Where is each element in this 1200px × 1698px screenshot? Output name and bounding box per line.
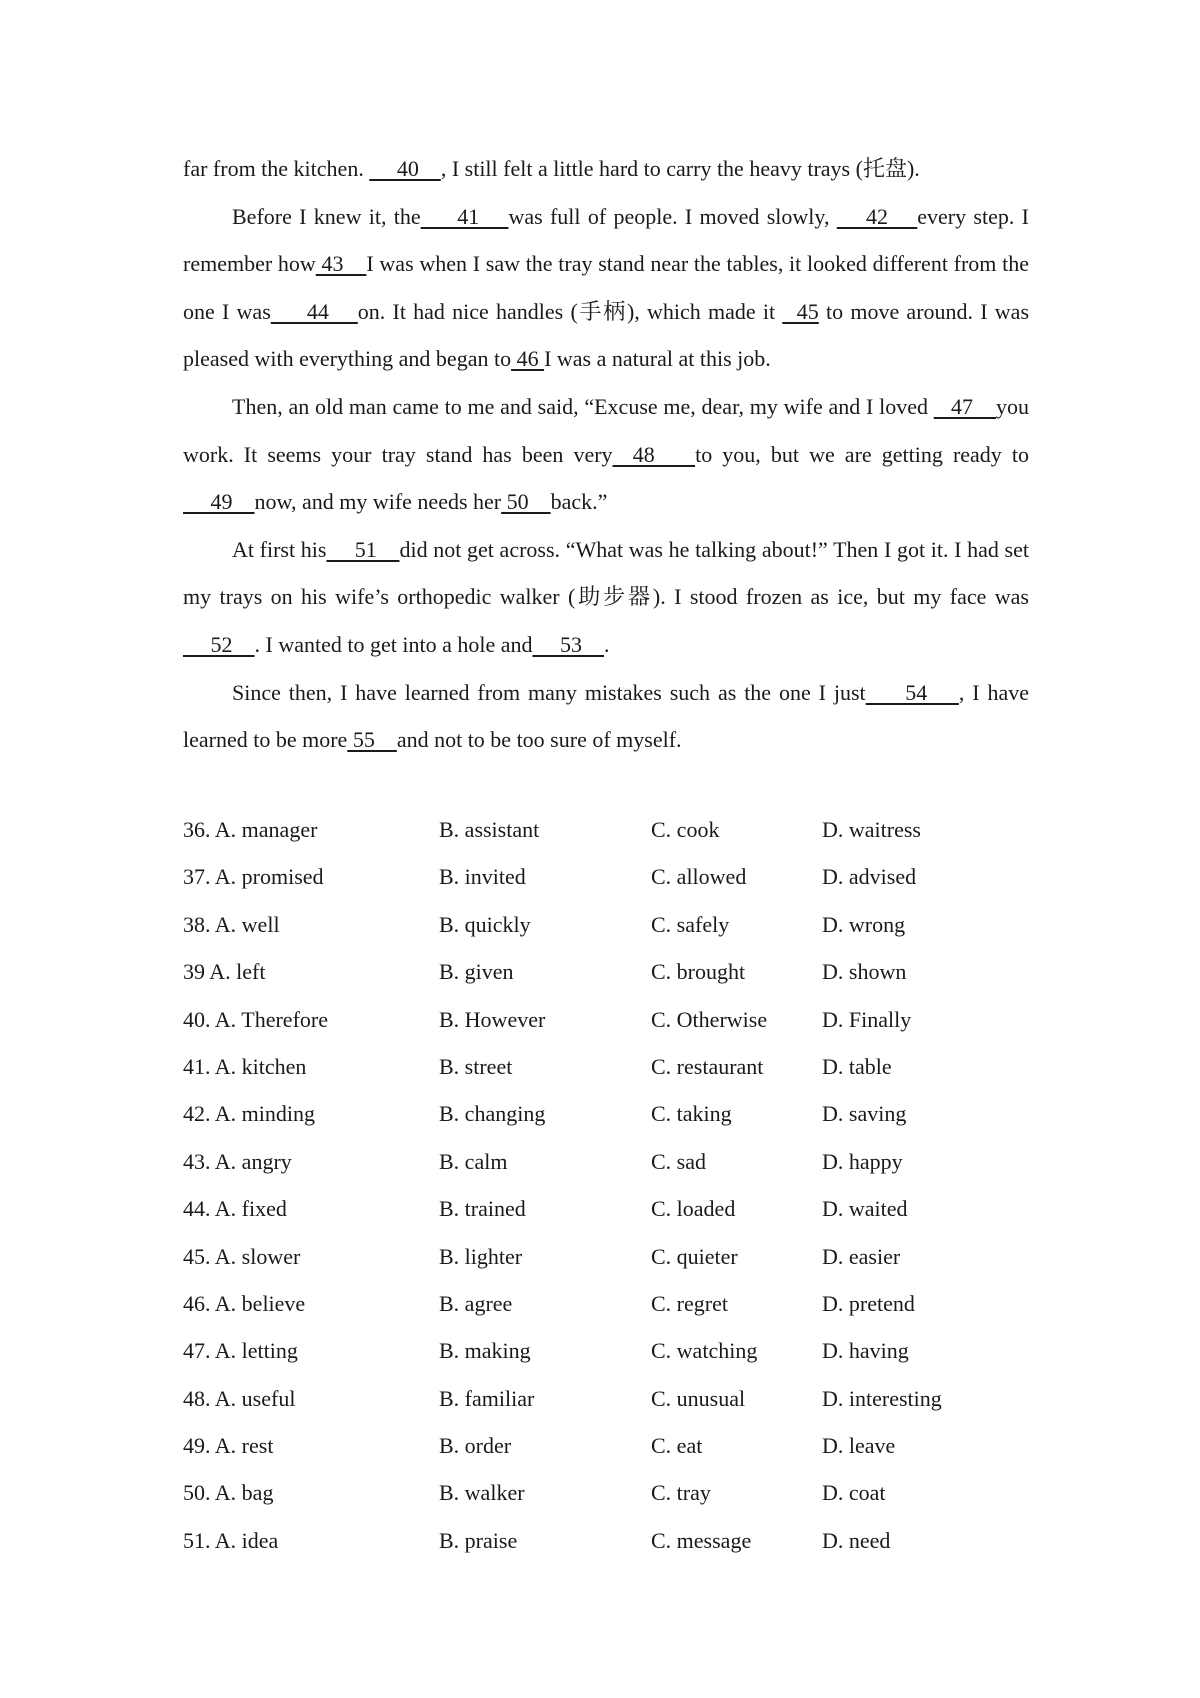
question-36-options [183,806,1029,853]
cloze-passage [183,145,1029,764]
text: and not to be too sure of myself. [396,727,682,753]
option-c: C. unusual [651,1385,746,1411]
option-c: C. quieter [651,1243,738,1269]
option-b: B. quickly [439,911,531,937]
text: I was when I saw the tray stand near the tables, it looked different from the one I was [183,251,1029,324]
option-d: D. saving [822,1101,907,1127]
question-46-options [183,1280,1029,1327]
blank-43: 43 [315,251,367,277]
question-47-options [183,1327,1029,1374]
option-c: C. safely [651,911,730,937]
option-d: D. wrong [822,911,906,937]
option-b: B. walker [439,1480,525,1506]
text: . [603,631,610,657]
text: to you, but we are getting ready to [695,441,1029,467]
text: Then, an old man came to me and said, “Excuse me, dear, my wife and I loved [232,393,934,419]
blank-45: 45 [782,298,819,324]
blank-50: 50 [501,489,551,515]
text: At first his [232,536,327,562]
question-43-options [183,1138,1029,1185]
option-a: 46. A. believe [183,1290,306,1316]
paragraph-1 [183,145,1029,193]
option-a: 36. A. manager [183,817,318,842]
text: I was a natural at this job. [544,346,771,372]
option-a: 45. A. slower [183,1243,301,1269]
option-c: C. watching [651,1338,758,1364]
option-a: 42. A. minding [183,1101,316,1127]
paragraph-5 [183,669,1029,764]
option-a: 50. A. bag [183,1480,274,1506]
option-d: D. waited [822,1196,908,1222]
text: Before I knew it, the [232,203,421,229]
option-b: B. changing [439,1101,546,1127]
option-d: D. interesting [822,1385,942,1411]
option-c: C. message [651,1527,752,1553]
option-b: B. familiar [439,1385,535,1411]
option-c: C. brought [651,959,746,985]
option-c: C. taking [651,1101,732,1127]
text: was full of people. I moved slowly, [508,203,837,229]
option-c: C. sad [651,1148,706,1174]
option-a: 44. A. fixed [183,1196,287,1222]
option-d: D. pretend [822,1290,915,1316]
question-37-options [183,853,1029,900]
option-d: D. coat [822,1480,886,1506]
text: . I wanted to get into a hole and [254,631,533,657]
blank-55: 55 [347,727,397,753]
option-c: C. restaurant [651,1053,764,1079]
text: to move around. I was pleased with everything and began to [183,298,1030,372]
answer-options [183,806,1029,1564]
option-b: B. order [439,1433,512,1459]
blank-49: 49 [183,489,255,515]
question-40-options [183,996,1029,1043]
option-c: C. cook [651,817,720,842]
option-d: D. Finally [822,1006,912,1032]
option-b: B. However [439,1006,546,1032]
option-b: B. making [439,1338,531,1364]
question-45-options [183,1233,1029,1280]
blank-52: 52 [183,631,255,657]
option-b: B. trained [439,1196,526,1222]
option-d: D. easier [822,1243,901,1269]
option-d: D. leave [822,1433,896,1459]
option-b: B. invited [439,864,526,890]
option-b: B. street [439,1053,513,1079]
option-c: C. allowed [651,864,747,890]
option-c: C. eat [651,1433,703,1459]
question-50-options [183,1469,1029,1516]
blank-41: 41 [420,203,509,229]
text: far from the kitchen. [183,156,370,181]
option-d: D. waitress [822,817,921,842]
blank-40: 40 [369,156,441,181]
blank-46: 46 [511,346,545,372]
option-a: 48. A. useful [183,1385,296,1411]
option-d: D. happy [822,1148,903,1174]
option-b: B. given [439,959,514,985]
paragraph-3 [183,383,1029,526]
option-a: 37. A. promised [183,864,324,890]
option-b: B. assistant [439,817,540,842]
option-a: 49. A. rest [183,1433,274,1459]
option-c: C. regret [651,1290,728,1316]
option-a: 39 A. left [183,959,266,985]
paragraph-2 [183,193,1029,383]
option-a: 38. A. well [183,911,280,937]
question-38-options [183,901,1029,948]
option-d: D. advised [822,864,917,890]
text: now, and my wife needs her [254,489,502,515]
option-d: D. table [822,1053,892,1079]
text: did not get across. “What was he talking about!” Then I got it. I had set my trays on his wife’s orthopedic walker (助步器). I stood frozen as ice, but my face was [183,536,1029,610]
blank-47: 47 [933,393,997,419]
question-44-options [183,1185,1029,1232]
blank-48: 48 [612,441,696,467]
blank-53: 53 [532,631,604,657]
text: , I still felt a little hard to carry the heavy trays (托盘). [440,156,920,181]
text: on. It had nice handles (手柄), which made it [357,298,783,324]
question-49-options [183,1422,1029,1469]
option-d: D. having [822,1338,909,1364]
option-a: 51. A. idea [183,1527,279,1553]
blank-54: 54 [865,679,959,705]
question-39-options [183,948,1029,995]
blank-44: 44 [270,298,358,324]
question-48-options [183,1375,1029,1422]
option-b: B. praise [439,1527,518,1553]
paragraph-4 [183,526,1029,669]
text: Since then, I have learned from many mistakes such as the one I just [232,679,866,705]
option-c: C. loaded [651,1196,736,1222]
blank-42: 42 [836,203,918,229]
text: , I have learned to be more [183,679,1029,753]
option-a: 40. A. Therefore [183,1006,328,1032]
option-b: B. agree [439,1290,513,1316]
option-a: 43. A. angry [183,1148,292,1174]
option-b: B. calm [439,1148,508,1174]
option-b: B. lighter [439,1243,523,1269]
option-a: 41. A. kitchen [183,1053,307,1079]
text: every step. I remember how [183,203,1030,277]
question-41-options [183,1043,1029,1090]
option-d: D. shown [822,959,907,985]
text: you work. It seems your tray stand has been very [183,393,1030,467]
option-a: 47. A. letting [183,1338,298,1364]
question-42-options [183,1090,1029,1137]
option-c: C. tray [651,1480,711,1506]
option-c: C. Otherwise [651,1006,768,1032]
question-51-options [183,1517,1029,1564]
blank-51: 51 [326,536,400,562]
text: back.” [550,489,608,515]
option-d: D. need [822,1527,891,1553]
